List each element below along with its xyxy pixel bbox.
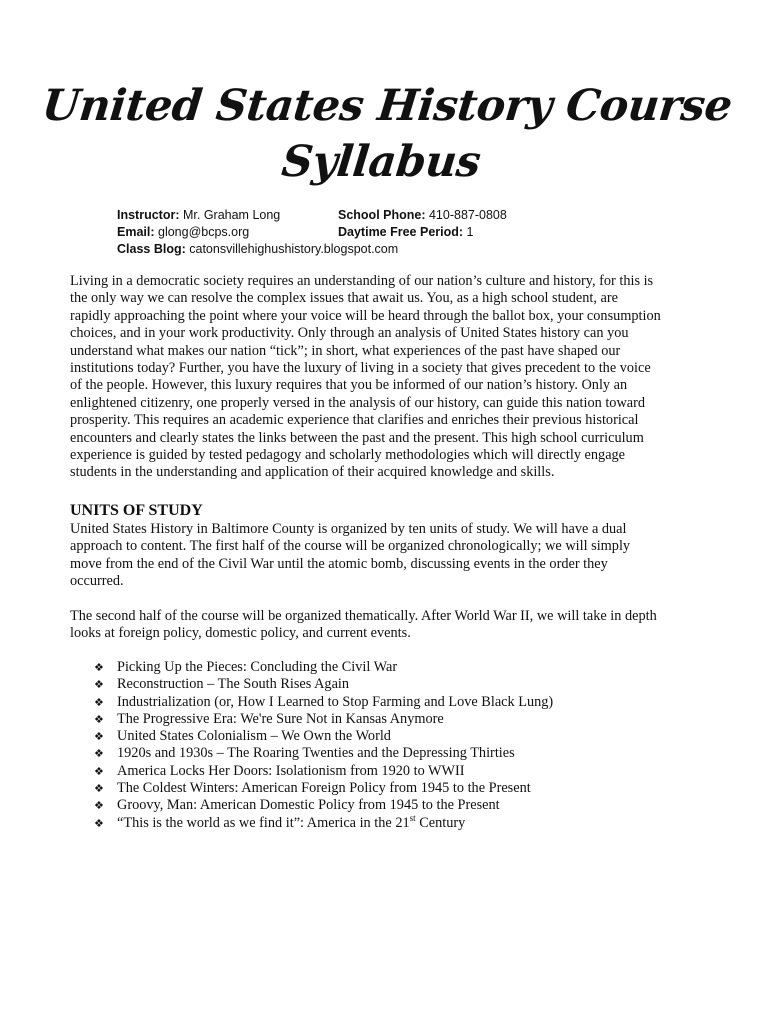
free-period-value: 1 bbox=[466, 225, 474, 239]
unit-title bbox=[117, 812, 466, 831]
title-line-1: United States History Course bbox=[39, 81, 735, 131]
unit-list bbox=[94, 659, 553, 832]
unit-item bbox=[94, 676, 553, 693]
intro-line: of the people. However, this luxury requires that you be informed of our nation’s history. Only an bbox=[70, 377, 628, 394]
intro-line: rapidly approaching the point where your voice will be heard through the ballot box, your consumption bbox=[70, 307, 661, 324]
diamond-bullet-icon: ❖ bbox=[94, 782, 104, 796]
unit-title: The Progressive Era: We're Sure Not in Kansas Anymore bbox=[117, 710, 444, 727]
unit-item bbox=[94, 728, 553, 745]
unit-item bbox=[94, 812, 553, 832]
unit-item bbox=[94, 797, 553, 814]
instructor-value: Mr. Graham Long bbox=[182, 208, 281, 222]
unit-item bbox=[94, 659, 553, 676]
intro-line: choices, and in your work productivity. Only through an analysis of United States history can you bbox=[70, 325, 629, 342]
diamond-bullet-icon: ❖ bbox=[94, 661, 104, 674]
intro-line: understand what makes our nation “tick”; in short, what experiences of the past have shaped our bbox=[70, 342, 621, 359]
unit-title: The Coldest Winters: American Foreign Policy from 1945 to the Present bbox=[117, 780, 531, 797]
unit-item bbox=[94, 745, 553, 762]
title-line-2: Syllabus bbox=[279, 137, 483, 187]
email-field bbox=[117, 225, 249, 239]
units-line: The second half of the course will be organized thematically. After World War II, we will take in depth bbox=[70, 608, 657, 625]
diamond-bullet-icon: ❖ bbox=[94, 747, 104, 761]
intro-line: Living in a democratic society requires an understanding of our nation’s culture and history, for this is bbox=[70, 273, 654, 289]
units-line: move from the end of the Civil War until the atomic bomb, discussing events in the order they bbox=[70, 555, 608, 572]
contact-info bbox=[117, 207, 507, 258]
diamond-bullet-icon: ❖ bbox=[94, 712, 104, 726]
email-label: Email: bbox=[117, 225, 155, 239]
unit-item bbox=[94, 694, 553, 711]
phone-label: School Phone: bbox=[338, 208, 426, 222]
unit-title: America Locks Her Doors: Isolationism from 1920 to WWII bbox=[117, 762, 465, 779]
class-blog-value: catonsvillehighushistory.blogspot.com bbox=[189, 242, 399, 256]
document-title bbox=[0, 78, 768, 190]
units-heading: UNITS OF STUDY bbox=[70, 502, 203, 519]
unit-title: Groovy, Man: American Domestic Policy from 1945 to the Present bbox=[117, 797, 500, 814]
class-blog-label: Class Blog: bbox=[117, 242, 186, 256]
unit-title: 1920s and 1930s – The Roaring Twenties and the Depressing Thirties bbox=[117, 745, 515, 762]
unit-title: Industrialization (or, How I Learned to Stop Farming and Love Black Lung) bbox=[117, 693, 554, 710]
unit-title-text-end: Century bbox=[415, 814, 466, 831]
email-value: glong@bcps.org bbox=[158, 225, 250, 239]
unit-title: United States Colonialism – We Own the World bbox=[117, 728, 391, 745]
unit-item bbox=[94, 763, 553, 780]
instructor-field bbox=[117, 208, 280, 222]
intro-line: prosperity. This requires an academic experience that clarifies and enriches their previous historical bbox=[70, 412, 639, 429]
units-description bbox=[70, 521, 710, 643]
unit-title: Reconstruction – The South Rises Again bbox=[117, 676, 350, 693]
unit-item bbox=[94, 780, 553, 797]
unit-item bbox=[94, 711, 553, 728]
units-line: approach to content. The first half of the course will be organized chronologically; we will simply bbox=[70, 538, 631, 555]
diamond-bullet-icon: ❖ bbox=[94, 730, 104, 744]
instructor-label: Instructor: bbox=[117, 208, 180, 222]
diamond-bullet-icon: ❖ bbox=[94, 678, 104, 692]
unit-title: Picking Up the Pieces: Concluding the Civil War bbox=[117, 659, 398, 675]
intro-line: students in the understanding and application of their acquired knowledge and skills. bbox=[70, 464, 555, 481]
units-line: looks at foreign policy, domestic policy, and current events. bbox=[70, 625, 411, 642]
free-period-label: Daytime Free Period: bbox=[338, 225, 464, 239]
units-line: occurred. bbox=[70, 573, 124, 590]
diamond-bullet-icon: ❖ bbox=[94, 764, 104, 778]
diamond-bullet-icon: ❖ bbox=[94, 816, 104, 830]
diamond-bullet-icon: ❖ bbox=[94, 695, 104, 709]
ordinal-suffix: st bbox=[409, 812, 416, 823]
paragraph-gap bbox=[70, 591, 710, 608]
intro-line: enlightened citizenry, one properly versed in the analysis of our history, can guide this nation toward bbox=[70, 394, 646, 411]
intro-line: encounters and clearly states the links between the past and the present. This high school curriculum bbox=[70, 429, 644, 446]
free-period-field bbox=[338, 224, 473, 241]
diamond-bullet-icon: ❖ bbox=[94, 799, 104, 813]
phone-value: 410-887-0808 bbox=[428, 208, 507, 222]
intro-line: experience is guided by tested pedagogy and scholarly methodologies which will directly engage bbox=[70, 447, 626, 464]
unit-title-text: “This is the world as we find it”: America in the 21 bbox=[117, 814, 410, 831]
units-line: United States History in Baltimore County is organized by ten units of study. We will have a dual bbox=[70, 521, 627, 537]
intro-line: institutions today? Further, you have the luxury of living in a society that gives precedent to the voice bbox=[70, 360, 651, 377]
phone-field bbox=[338, 207, 507, 224]
intro-paragraph bbox=[70, 273, 700, 482]
intro-line: the only way we can resolve the complex issues that await us. You, as a high school student, are bbox=[70, 290, 618, 307]
class-blog-field bbox=[117, 242, 398, 256]
